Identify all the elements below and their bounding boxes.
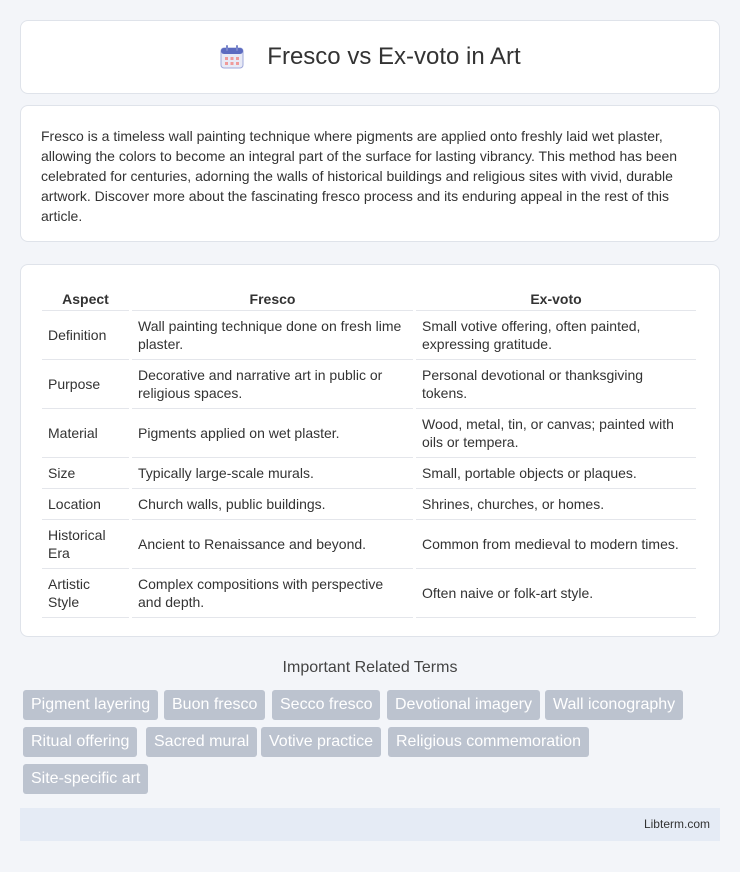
- tag-ritual-offering[interactable]: Ritual offering: [23, 727, 137, 757]
- footer-link[interactable]: Libterm.com: [643, 817, 710, 831]
- row-aspect: Historical Era: [42, 520, 129, 569]
- tag-sacred-mural[interactable]: Sacred mural: [146, 727, 257, 757]
- header-card: [20, 20, 720, 94]
- row-ex-voto: Shrines, churches, or homes.: [416, 489, 696, 520]
- header-aspect: Aspect: [42, 285, 129, 311]
- tag-buon-fresco[interactable]: Buon fresco: [164, 690, 265, 720]
- table-row: [42, 520, 696, 569]
- tag-secco-fresco[interactable]: Secco fresco: [272, 690, 380, 720]
- row-aspect: Artistic Style: [42, 569, 129, 618]
- header: [219, 43, 520, 71]
- table-row: [42, 569, 696, 618]
- footer: [20, 808, 720, 841]
- tag-site-specific-art[interactable]: Site-specific art: [23, 764, 148, 794]
- row-ex-voto: Common from medieval to modern times.: [416, 520, 696, 569]
- row-fresco: Pigments applied on wet plaster.: [132, 409, 413, 458]
- table-row: [42, 311, 696, 360]
- row-fresco: Wall painting technique done on fresh lime plaster.: [132, 311, 413, 360]
- row-fresco: Ancient to Renaissance and beyond.: [132, 520, 413, 569]
- row-ex-voto: Wood, metal, tin, or canvas; painted with oils or tempera.: [416, 409, 696, 458]
- table-row: [42, 409, 696, 458]
- row-aspect: Location: [42, 489, 129, 520]
- header-ex-voto: Ex-voto: [416, 285, 696, 311]
- row-ex-voto: Small, portable objects or plaques.: [416, 458, 696, 489]
- comparison-table-card: [20, 264, 720, 637]
- comparison-table: [39, 285, 699, 618]
- row-fresco: Complex compositions with perspective and depth.: [132, 569, 413, 618]
- header-fresco: Fresco: [132, 285, 413, 311]
- table-row: [42, 458, 696, 489]
- tag-votive-practice[interactable]: Votive practice: [261, 727, 381, 757]
- table-header-row: [42, 285, 696, 311]
- intro-text: Fresco is a timeless wall painting technique where pigments are applied onto freshly laid wet plaster, allowing the colors to become an integral part of the surface for lasting vibrancy. This method has been celebrated for centuries, adorning the walls of historical buildings and religious sites with vivid, durable artwork. Discover more about the fascinating fresco process and its enduring appeal in the rest of this article.: [41, 128, 678, 224]
- calendar-icon: [219, 44, 245, 70]
- row-aspect: Material: [42, 409, 129, 458]
- related-terms-title: Important Related Terms: [282, 659, 458, 676]
- table-row: [42, 360, 696, 409]
- row-aspect: Definition: [42, 311, 129, 360]
- tag-pigment-layering[interactable]: Pigment layering: [23, 690, 158, 720]
- row-ex-voto: Personal devotional or thanksgiving tokens.: [416, 360, 696, 409]
- intro-card: [20, 105, 720, 242]
- row-aspect: Size: [42, 458, 129, 489]
- page-title: Fresco vs Ex-voto in Art: [267, 43, 521, 70]
- row-ex-voto: Often naive or folk-art style.: [416, 569, 696, 618]
- row-fresco: Typically large-scale murals.: [132, 458, 413, 489]
- row-ex-voto: Small votive offering, often painted, expressing gratitude.: [416, 311, 696, 360]
- row-fresco: Church walls, public buildings.: [132, 489, 413, 520]
- table-row: [42, 489, 696, 520]
- tag-religious-commemoration[interactable]: Religious commemoration: [388, 727, 589, 757]
- row-fresco: Decorative and narrative art in public or religious spaces.: [132, 360, 413, 409]
- tag-devotional-imagery[interactable]: Devotional imagery: [387, 690, 540, 720]
- row-aspect: Purpose: [42, 360, 129, 409]
- tag-wall-iconography[interactable]: Wall iconography: [545, 690, 683, 720]
